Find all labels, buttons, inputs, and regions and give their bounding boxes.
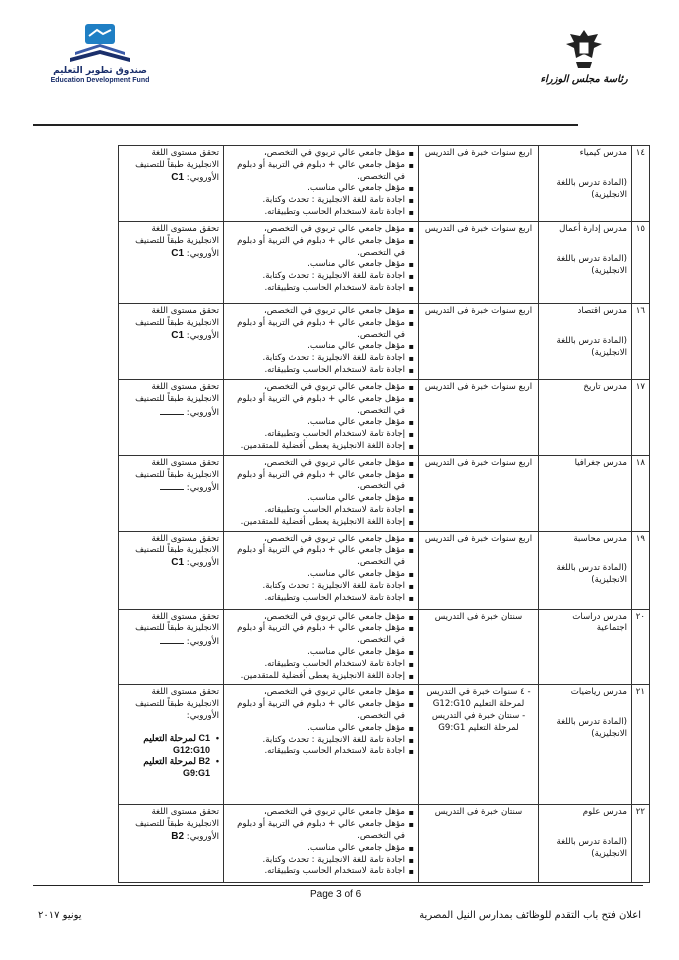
qualification-item: ▪ مؤهل جامعي عالي مناسب.	[228, 843, 414, 855]
language-requirement-text: الانجليزية طبقاً للتصنيف	[135, 545, 219, 556]
language-requirement-text: الانجليزية طبقاً للتصنيف	[135, 623, 219, 634]
qualification-item: ▪ مؤهل جامعي عالي مناسب.	[228, 341, 414, 353]
qualification-item: ▪ اجادة تامة لاستخدام الحاسب وتطبيقاته.	[228, 659, 414, 671]
qualifications-list	[228, 687, 414, 758]
language-requirement-text: الأوروبي:	[186, 483, 219, 494]
cefr-level-item: • B2 لمرحلة التعليم G9:G1	[123, 756, 219, 780]
qualifications-list	[228, 534, 414, 605]
language-level-cell	[119, 805, 224, 883]
experience-line: - ٤ سنوات خبرة في التدريس لمرحلة التعليم G12:G10	[426, 687, 531, 710]
qualification-item: ▪ مؤهل جامعي عالي + دبلوم في التربية أو دبلوم في التخصص.	[228, 318, 414, 342]
row-number-cell	[632, 380, 650, 456]
job-title: مدرس اقتصاد	[577, 306, 627, 316]
page-number: Page 3 of 6	[310, 889, 362, 900]
cefr-level: C1	[171, 557, 185, 569]
language-requirement-line	[123, 635, 219, 649]
qualification-item: ▪ مؤهل جامعي عالي مناسب.	[228, 647, 414, 659]
qualification-item: ▪ مؤهل جامعي عالي + دبلوم في التربية أو دبلوم في التخصص.	[228, 236, 414, 260]
row-number: ٢٠	[635, 611, 645, 622]
language-requirement-text: تحقق مستوى اللغة	[151, 687, 219, 698]
job-title: مدرس محاسبة	[573, 533, 627, 544]
language-requirement-line	[123, 807, 219, 819]
qualification-item: ▪ اجادة تامة للغة الانجليزية : تحدث وكتابة.	[228, 581, 414, 593]
experience-cell	[419, 455, 539, 531]
qualification-item: ▪ مؤهل جامعي عالي مناسب.	[228, 417, 414, 429]
cefr-level-blank	[160, 481, 184, 490]
qualifications-cell	[224, 805, 419, 883]
table-row	[31, 805, 650, 883]
qualification-item: ▪ اجادة تامة للغة الانجليزية : تحدث وكتابة.	[228, 195, 414, 207]
language-requirement-text: الانجليزية طبقاً للتصنيف	[135, 317, 219, 328]
cefr-level-blank	[160, 635, 184, 644]
language-requirement-line	[123, 224, 219, 236]
row-number: ١٨	[635, 457, 645, 468]
language-level-cell	[119, 146, 224, 222]
table-row	[31, 304, 650, 380]
language-requirement-text: الأوروبي:	[186, 407, 219, 418]
qualification-item: ▪ مؤهل جامعي عالي تربوي في التخصص،	[228, 148, 414, 160]
language-requirement-line	[123, 148, 219, 160]
qualifications-list	[228, 612, 414, 683]
language-level-cell	[119, 685, 224, 805]
footer-divider	[33, 885, 643, 886]
qualification-item: ▪ اجادة تامة لاستخدام الحاسب وتطبيقاته.	[228, 283, 414, 295]
language-requirement-line	[123, 470, 219, 482]
language-requirement-text: الانجليزية طبقاً للتصنيف	[135, 819, 219, 830]
language-requirement-line	[123, 545, 219, 557]
job-title-cell	[539, 609, 632, 685]
experience-line: - سنتان خبرة في التدريس لمرحلة التعليم G9:G1	[431, 710, 526, 733]
language-requirement-line	[123, 406, 219, 420]
job-title-note: (المادة تدرس باللغة الانجليزية)	[556, 177, 627, 200]
cabinet-logo	[539, 28, 629, 98]
qualification-item: ▪ مؤهل جامعي عالي مناسب.	[228, 569, 414, 581]
qualifications-cell	[224, 222, 419, 304]
qualification-item: ▪ مؤهل جامعي عالي تربوي في التخصص،	[228, 807, 414, 819]
cefr-level-list	[123, 733, 219, 780]
qualification-item: ▪ مؤهل جامعي عالي مناسب.	[228, 183, 414, 195]
qualification-item: ▪ إجادة تامة لاستخدام الحاسب وتطبيقاته.	[228, 429, 414, 441]
job-title-note: (المادة تدرس باللغة الانجليزية)	[556, 717, 627, 739]
qualifications-list	[228, 306, 414, 377]
language-requirement-text: الأوروبي:	[186, 637, 219, 648]
job-title-cell	[539, 222, 632, 304]
language-requirement-line	[123, 623, 219, 635]
language-requirement-line	[123, 831, 219, 844]
qualification-item: ▪ إجادة اللغة الانجليزية يعطى أفضلية للمتقدمين.	[228, 441, 414, 453]
qualification-item: ▪ إجادة اللغة الانجليزية يعطى أفضلية للمتقدمين.	[228, 517, 414, 529]
cefr-level-blank	[160, 406, 184, 415]
cefr-level: C1	[171, 329, 185, 341]
qualification-item: ▪ مؤهل جامعي عالي تربوي في التخصص،	[228, 306, 414, 318]
qualifications-list	[228, 458, 414, 529]
row-number-cell	[632, 146, 650, 222]
qualification-item: ▪ مؤهل جامعي عالي تربوي في التخصص،	[228, 687, 414, 699]
job-title-cell	[539, 146, 632, 222]
row-number: ١٩	[635, 533, 645, 544]
job-title: مدرس كيمياء	[579, 148, 627, 158]
qualification-item: ▪ مؤهل جامعي عالي مناسب.	[228, 493, 414, 505]
row-number-cell	[632, 304, 650, 380]
row-number-cell	[632, 531, 650, 609]
language-requirement-line	[123, 306, 219, 318]
qualification-item: ▪ مؤهل جامعي عالي تربوي في التخصص،	[228, 458, 414, 470]
language-requirement-text: الانجليزية طبقاً للتصنيف	[135, 469, 219, 480]
table-row	[31, 609, 650, 685]
job-title: مدرس دراسات اجتماعية	[572, 611, 627, 634]
row-number-cell	[632, 455, 650, 531]
cefr-level: C1	[171, 171, 185, 183]
language-requirement-text: الأوروبي:	[186, 710, 219, 721]
qualification-item: ▪ مؤهل جامعي عالي تربوي في التخصص،	[228, 224, 414, 236]
qualification-item: ▪ مؤهل جامعي عالي + دبلوم في التربية أو دبلوم في التخصص.	[228, 699, 414, 723]
qualification-item: ▪ اجادة تامة للغة الانجليزية : تحدث وكتابة.	[228, 735, 414, 747]
language-requirement-text: الأوروبي:	[186, 831, 219, 842]
table-row	[31, 380, 650, 456]
job-title-cell	[539, 380, 632, 456]
qualifications-cell	[224, 685, 419, 805]
qualification-item: ▪ اجادة تامة للغة الانجليزية : تحدث وكتابة.	[228, 855, 414, 867]
language-requirement-line	[123, 612, 219, 624]
table-row	[31, 685, 650, 805]
qualifications-cell	[224, 304, 419, 380]
qualification-item: ▪ إجادة اللغة الانجليزية يعطى أفضلية للمتقدمين.	[228, 671, 414, 683]
job-title: مدرس جغرافيا	[574, 457, 627, 468]
experience-cell	[419, 222, 539, 304]
language-requirement-line	[123, 481, 219, 495]
education-fund-logo	[40, 22, 160, 97]
language-level-cell	[119, 222, 224, 304]
qualification-item: ▪ مؤهل جامعي عالي تربوي في التخصص،	[228, 612, 414, 624]
language-requirement-text: تحقق مستوى اللغة	[151, 611, 219, 622]
experience-cell	[419, 146, 539, 222]
job-title: مدرس إدارة أعمال	[559, 224, 627, 234]
cabinet-title: رئاسة مجلس الوزراء	[540, 74, 628, 85]
language-requirement-text: تحقق مستوى اللغة	[151, 148, 219, 158]
job-title: مدرس رياضيات	[570, 687, 627, 698]
language-requirement-text: الانجليزية طبقاً للتصنيف	[135, 699, 219, 710]
qualification-item: ▪ اجادة تامة للغة الانجليزية : تحدث وكتابة.	[228, 353, 414, 365]
experience-cell	[419, 805, 539, 883]
qualifications-cell	[224, 455, 419, 531]
row-number: ١٦	[635, 306, 645, 316]
language-level-cell	[119, 304, 224, 380]
header-divider	[33, 124, 578, 126]
footer-title: اعلان فتح باب التقدم للوظائف بمدارس النيل المصرية	[419, 910, 641, 921]
qualification-item: ▪ مؤهل جامعي عالي + دبلوم في التربية أو دبلوم في التخصص.	[228, 623, 414, 647]
language-level-cell	[119, 531, 224, 609]
language-requirement-line	[123, 534, 219, 546]
job-title-note: (المادة تدرس باللغة الانجليزية)	[556, 253, 627, 276]
qualification-item: ▪ اجادة تامة لاستخدام الحاسب وتطبيقاته.	[228, 746, 414, 758]
qualification-item: ▪ اجادة تامة للغة الانجليزية : تحدث وكتابة.	[228, 271, 414, 283]
qualification-item: ▪ اجادة تامة لاستخدام الحاسب وتطبيقاته.	[228, 207, 414, 219]
job-title-note: (المادة تدرس باللغة الانجليزية)	[556, 563, 627, 586]
language-requirement-line	[123, 557, 219, 570]
qualifications-list	[228, 807, 414, 878]
cefr-level: C1	[171, 247, 185, 259]
qualification-item: ▪ اجادة تامة لاستخدام الحاسب وتطبيقاته.	[228, 593, 414, 605]
table-row	[31, 146, 650, 222]
experience-line: اربع سنوات خبرة فى التدريس	[424, 224, 533, 234]
language-requirement-text: الأوروبي:	[186, 172, 219, 183]
experience-cell	[419, 380, 539, 456]
qualification-item: ▪ مؤهل جامعي عالي + دبلوم في التربية أو دبلوم في التخصص.	[228, 545, 414, 569]
language-requirement-line	[123, 160, 219, 172]
language-requirement-text: الانجليزية طبقاً للتصنيف	[135, 159, 219, 170]
language-requirement-line	[123, 330, 219, 343]
qualification-item: ▪ مؤهل جامعي عالي + دبلوم في التربية أو دبلوم في التخصص.	[228, 160, 414, 184]
language-requirement-line	[123, 394, 219, 406]
language-requirement-text: تحقق مستوى اللغة	[151, 457, 219, 468]
qualification-item: ▪ مؤهل جامعي عالي + دبلوم في التربية أو دبلوم في التخصص.	[228, 819, 414, 843]
qualification-item: ▪ مؤهل جامعي عالي + دبلوم في التربية أو دبلوم في التخصص.	[228, 470, 414, 494]
language-requirement-text: الانجليزية طبقاً للتصنيف	[135, 393, 219, 404]
qualification-item: ▪ مؤهل جامعي عالي مناسب.	[228, 259, 414, 271]
job-title: مدرس تاريخ	[583, 382, 627, 392]
table-row	[31, 531, 650, 609]
language-requirement-text: الانجليزية طبقاً للتصنيف	[135, 235, 219, 246]
job-title: مدرس علوم	[582, 807, 627, 818]
experience-cell	[419, 531, 539, 609]
experience-line: سنتان خبرة فى التدريس	[434, 611, 523, 622]
language-requirement-line	[123, 236, 219, 248]
language-requirement-text: تحقق مستوى اللغة	[151, 382, 219, 392]
row-number-cell	[632, 609, 650, 685]
experience-line: اربع سنوات خبرة فى التدريس	[424, 382, 533, 392]
job-title-note: (المادة تدرس باللغة الانجليزية)	[556, 335, 627, 358]
job-title-cell	[539, 455, 632, 531]
footer-date: يونيو ٢٠١٧	[38, 910, 82, 921]
language-requirement-line	[123, 382, 219, 394]
fund-name-ar: صندوق تطوير التعليم	[53, 66, 147, 76]
row-number-cell	[632, 685, 650, 805]
handshake-book-icon	[65, 22, 135, 64]
qualifications-cell	[224, 531, 419, 609]
row-number-cell	[632, 805, 650, 883]
language-requirement-line	[123, 711, 219, 723]
row-number-cell	[632, 222, 650, 304]
cefr-level: B2	[171, 830, 185, 842]
qualification-item: ▪ مؤهل جامعي عالي + دبلوم في التربية أو دبلوم في التخصص.	[228, 394, 414, 418]
language-requirement-text: تحقق مستوى اللغة	[151, 533, 219, 544]
job-title-cell	[539, 531, 632, 609]
experience-line: سنتان خبرة فى التدريس	[434, 807, 523, 818]
qualification-item: ▪ مؤهل جامعي عالي تربوي في التخصص،	[228, 534, 414, 546]
language-requirement-line	[123, 819, 219, 831]
qualifications-cell	[224, 380, 419, 456]
row-number: ٢١	[635, 687, 645, 698]
language-level-cell	[119, 609, 224, 685]
experience-cell	[419, 685, 539, 805]
qualifications-cell	[224, 146, 419, 222]
qualification-item: ▪ اجادة تامة لاستخدام الحاسب وتطبيقاته.	[228, 365, 414, 377]
experience-line: اربع سنوات خبرة فى التدريس	[424, 148, 533, 158]
experience-line: اربع سنوات خبرة فى التدريس	[424, 533, 533, 544]
qualification-item: ▪ مؤهل جامعي عالي تربوي في التخصص،	[228, 382, 414, 394]
language-requirement-line	[123, 318, 219, 330]
row-number: ٢٢	[635, 807, 645, 818]
experience-cell	[419, 304, 539, 380]
language-requirement-line	[123, 172, 219, 185]
qualifications-list	[228, 148, 414, 219]
qualifications-list	[228, 224, 414, 295]
language-requirement-line	[123, 699, 219, 711]
language-requirement-text: الأوروبي:	[186, 248, 219, 259]
row-number: ١٥	[635, 224, 645, 234]
language-requirement-text: تحقق مستوى اللغة	[151, 224, 219, 234]
qualification-item: ▪ مؤهل جامعي عالي مناسب.	[228, 723, 414, 735]
language-level-cell	[119, 380, 224, 456]
language-requirement-line	[123, 687, 219, 699]
row-number: ١٧	[635, 382, 645, 392]
language-level-cell	[119, 455, 224, 531]
qualification-item: ▪ اجادة تامة لاستخدام الحاسب وتطبيقاته.	[228, 505, 414, 517]
qualifications-cell	[224, 609, 419, 685]
language-requirement-line	[123, 248, 219, 261]
job-title-cell	[539, 304, 632, 380]
table-row	[31, 455, 650, 531]
language-requirement-text: تحقق مستوى اللغة	[151, 807, 219, 818]
language-requirement-line	[123, 458, 219, 470]
language-requirement-text: تحقق مستوى اللغة	[151, 306, 219, 316]
row-number: ١٤	[635, 148, 645, 158]
jobs-table	[30, 145, 650, 883]
experience-cell	[419, 609, 539, 685]
language-requirement-text: الأوروبي:	[186, 558, 219, 569]
cefr-level-item: • C1 لمرحلة التعليم G12:G10	[123, 733, 219, 757]
experience-line: اربع سنوات خبرة فى التدريس	[424, 457, 533, 468]
jobs-table-body	[31, 146, 650, 883]
qualification-item: ▪ اجادة تامة لاستخدام الحاسب وتطبيقاته.	[228, 866, 414, 878]
table-row	[31, 222, 650, 304]
job-title-cell	[539, 685, 632, 805]
qualifications-list	[228, 382, 414, 453]
job-title-note: (المادة تدرس باللغة الانجليزية)	[556, 837, 627, 859]
language-requirement-text: الأوروبي:	[186, 330, 219, 341]
fund-name-en: Education Development Fund	[50, 77, 150, 84]
job-title-cell	[539, 805, 632, 883]
experience-line: اربع سنوات خبرة فى التدريس	[424, 306, 533, 316]
eagle-emblem-icon	[564, 28, 604, 72]
